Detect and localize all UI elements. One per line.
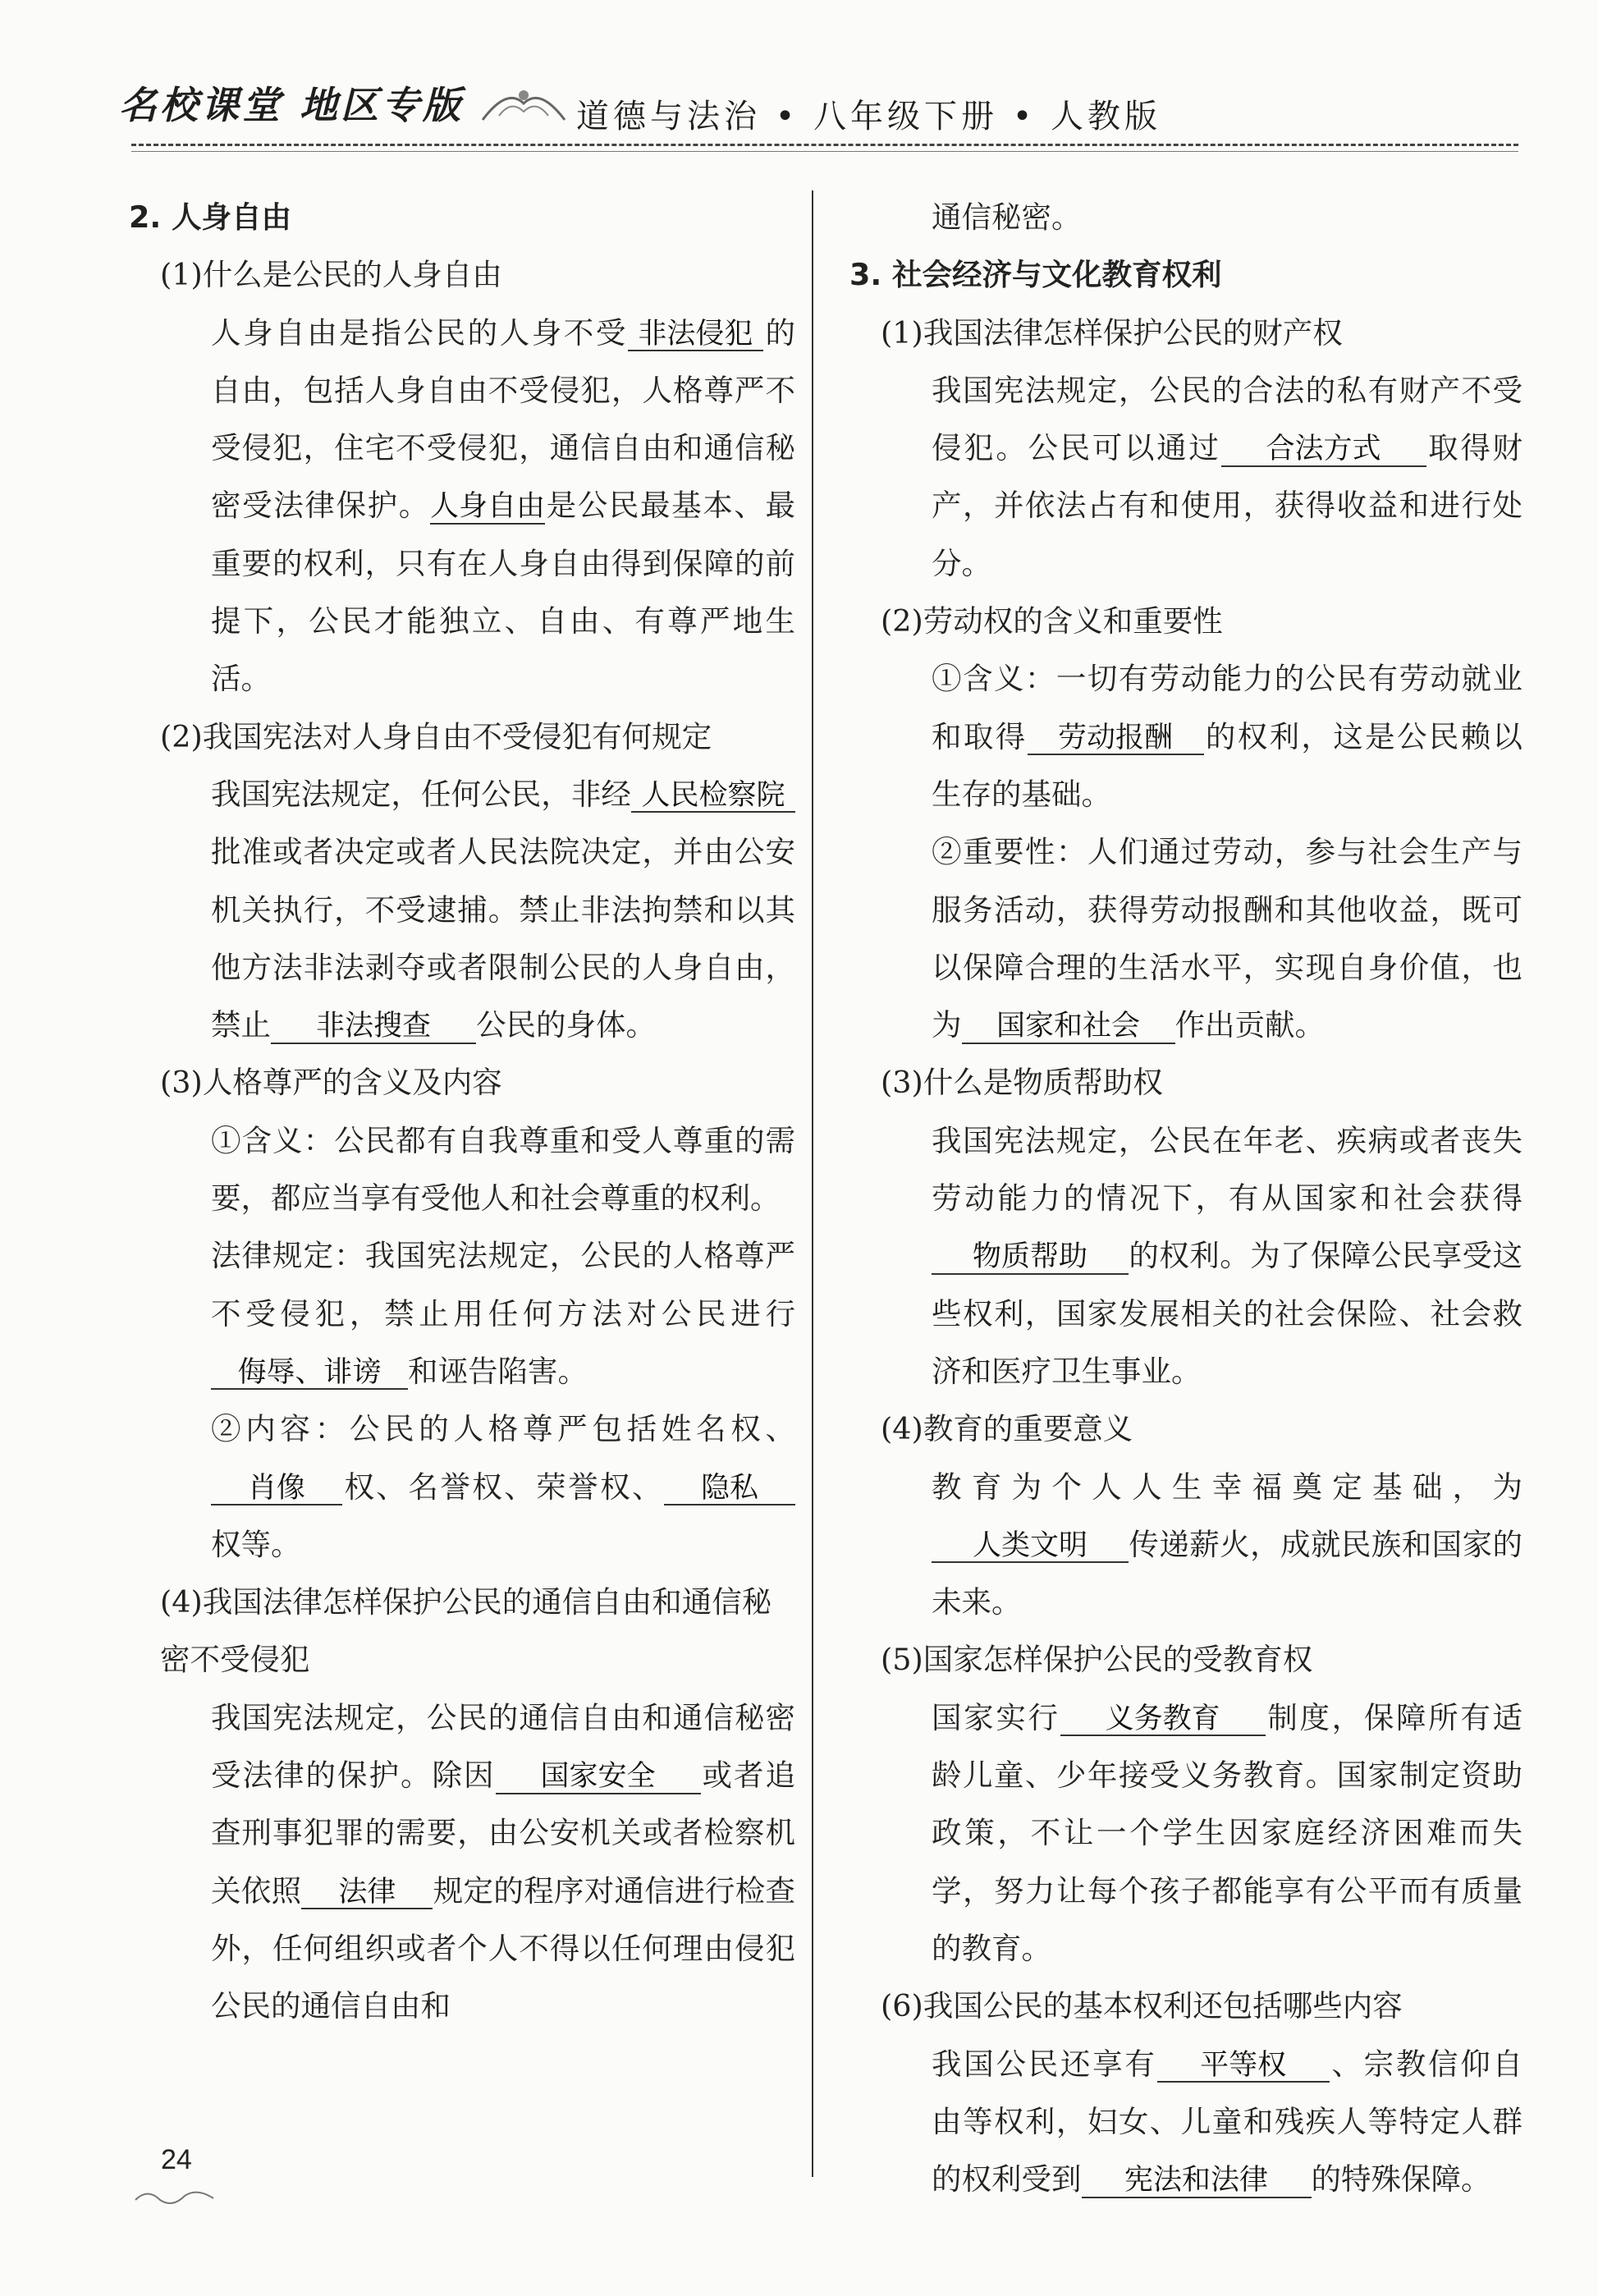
section-heading: 2. 人身自由: [129, 199, 291, 235]
answer-blank: 非法搜查: [271, 1011, 476, 1044]
leaf-ornament-icon: [474, 79, 573, 128]
question-heading: (6)我国公民的基本权利还包括哪些内容: [881, 1988, 1403, 2024]
paragraph: 人身自由是指公民的人身不受 非法侵犯 的自由，包括人身自由不受侵犯，人格尊严不受侵犯，住宅不受侵犯，通信自由和通信秘密受法律保护。人身自由是公民最基本、最重要的权利，只有在人身自由得到保障的前提下，公民才能独立、自由、有尊严地生活。: [211, 314, 796, 697]
paragraph: 我国宪法规定，公民的通信自由和通信秘密受法律的保护。除因 国家安全 或者追查刑事犯罪的需要，由公安机关或者检察机关依照 法律 规定的程序对通信进行检查外，任何组织或者个人不得以任何理由侵犯公民的通信自由和: [211, 1699, 796, 2024]
brand-title: 名校课堂 地区专版: [119, 83, 465, 127]
paragraph: 我国公民还享有 平等权 、宗教信仰自由等权利，妇女、儿童和残疾人等特定人群的权利受到 宪法和法律 的特殊保障。: [932, 2046, 1523, 2197]
answer-blank: 国家和社会: [962, 1011, 1175, 1044]
right-column: [849, 189, 1522, 2208]
question-heading: (2)我国宪法对人身自由不受侵犯有何规定: [160, 718, 712, 754]
answer-blank: 非法侵犯: [628, 319, 763, 352]
answer-blank: 人民检察院: [631, 780, 795, 813]
paragraph: ②内容：公民的人格尊严包括姓名权、肖像 权、名誉权、荣誉权、 隐私权等。: [211, 1411, 795, 1562]
answer-blank: 合法方式: [1221, 433, 1426, 467]
question-heading: (3)什么是物质帮助权: [881, 1065, 1163, 1101]
question-heading: (2)劳动权的含义和重要性: [881, 603, 1223, 639]
paragraph: 教育为个人人生幸福奠定基础，为人类文明 传递薪火，成就民族和国家的未来。: [932, 1469, 1522, 1620]
answer-blank: 人类文明: [932, 1530, 1129, 1564]
paragraph: 我国宪法规定，任何公民，非经 人民检察院批准或者决定或者人民法院决定，并由公安机关执行，不受逮捕。禁止非法拘禁和以其他方法非法剥夺或者限制公民的人身自由，禁止 非法搜查 公民的身体。: [211, 776, 795, 1043]
paragraph: ①含义：公民都有自我尊重和受人尊重的需要，都应当享有受他人和社会尊重的权利。: [211, 1122, 795, 1217]
left-column: [129, 189, 795, 2036]
section-heading: 3. 社会经济与文化教育权利: [849, 257, 1222, 293]
answer-blank: 义务教育: [1060, 1703, 1266, 1737]
paragraph: 我国宪法规定，公民在年老、疾病或者丧失劳动能力的情况下，有从国家和社会获得物质帮助 的权利。为了保障公民享受这些权利，国家发展相关的社会保险、社会救济和医疗卫生事业。: [932, 1122, 1522, 1389]
paragraph: 通信秘密。: [932, 199, 1082, 235]
subject-title: 道德与法治 • 八年级下册 • 人教版: [576, 98, 1162, 135]
page-header: [0, 0, 1598, 164]
header-divider-thin: [131, 151, 1518, 152]
answer-blank: 侮辱、诽谤: [211, 1357, 408, 1391]
column-divider: [812, 190, 813, 2177]
answer-blank: 劳动报酬: [1028, 722, 1204, 756]
question-heading: (4)教育的重要意义: [881, 1411, 1133, 1447]
question-heading: (4)我国法律怎样保护公民的通信自由和通信秘密不受侵犯: [160, 1584, 772, 1678]
header-divider: [131, 144, 1518, 146]
question-heading: (1)什么是公民的人身自由: [160, 257, 502, 293]
page-number: 24: [161, 2144, 192, 2175]
answer-blank: 肖像: [211, 1473, 342, 1506]
paragraph: 法律规定：我国宪法规定，公民的人格尊严不受侵犯，禁止用任何方法对公民进行侮辱、诽谤 和诬告陷害。: [211, 1238, 795, 1389]
question-heading: (3)人格尊严的含义及内容: [160, 1065, 502, 1101]
question-heading: (5)国家怎样保护公民的受教育权: [881, 1642, 1313, 1678]
paragraph: 国家实行 义务教育 制度，保障所有适龄儿童、少年接受义务教育。国家制定资助政策，不让一个学生因家庭经济困难而失学，努力让每个孩子都能享有公平而有质量的教育。: [932, 1699, 1523, 1966]
answer-blank: 宪法和法律: [1082, 2165, 1312, 2198]
answer-blank: 隐私: [664, 1473, 795, 1506]
paragraph: ①含义：一切有劳动能力的公民有劳动就业和取得 劳动报酬 的权利，这是公民赖以生存的基础。: [932, 661, 1523, 812]
answer-blank: 国家安全: [496, 1761, 701, 1794]
paragraph: ②重要性：人们通过劳动，参与社会生产与服务活动，获得劳动报酬和其他收益，既可以保障合理的生活水平，实现自身价值，也为 国家和社会 作出贡献。: [932, 834, 1522, 1043]
answer-blank: 平等权: [1157, 2050, 1330, 2083]
answer-blank: 物质帮助: [932, 1241, 1129, 1275]
answer-blank: 人身自由: [429, 490, 545, 524]
footer-swirl-icon: [131, 2184, 230, 2208]
question-heading: (1)我国法律怎样保护公民的财产权: [881, 314, 1343, 351]
paragraph: 我国宪法规定，公民的合法的私有财产不受侵犯。公民可以通过 合法方式 取得财产，并依法占有和使用，获得收益和进行处分。: [932, 372, 1523, 581]
answer-blank: 法律: [301, 1877, 433, 1910]
